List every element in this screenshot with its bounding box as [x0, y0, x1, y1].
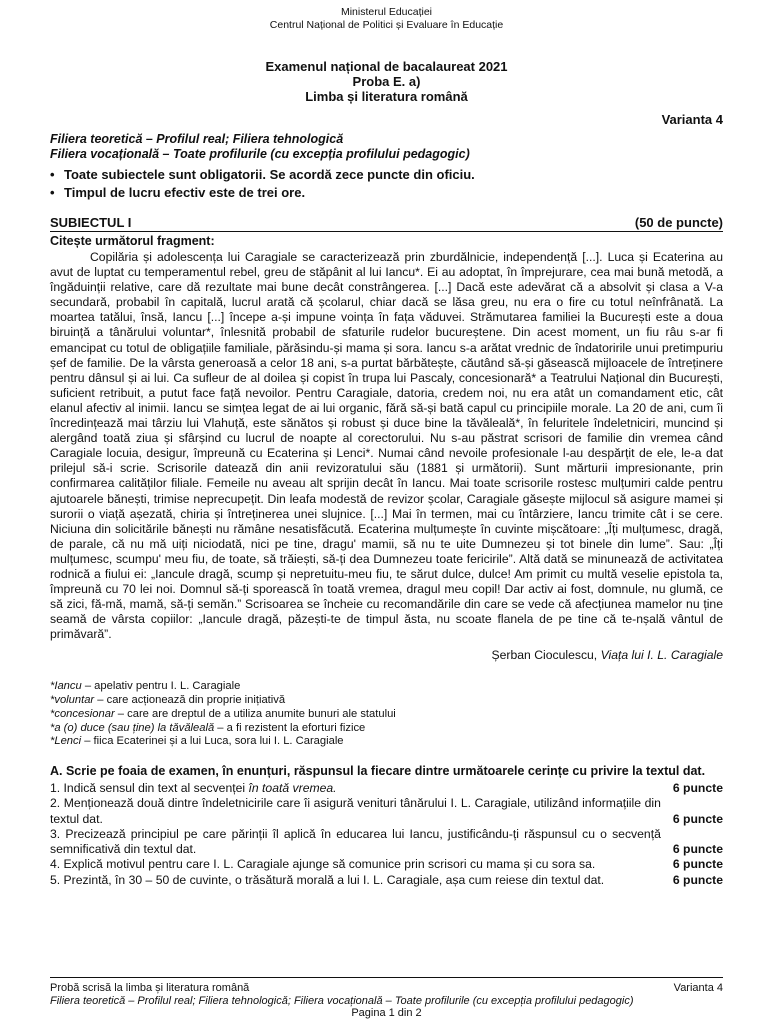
filiera-line-1: Filiera teoretică – Profilul real; Filiera tehnologică	[50, 132, 344, 146]
glossary-item	[50, 722, 723, 736]
fragment-source	[50, 648, 723, 663]
page-footer	[50, 977, 723, 1020]
task-item	[50, 796, 723, 827]
footer-filiera: Filiera teoretică – Profilul real; Filiera tehnologică; Filiera vocațională – Toate profilurile (cu excepția profilului pedagogic)	[50, 994, 634, 1007]
exam-subject: Limba și literatura română	[305, 89, 468, 104]
exam-title: Examenul național de bacalaureat 2021	[265, 59, 508, 74]
task-item	[50, 857, 723, 872]
footer-variant: Varianta 4	[673, 982, 723, 994]
rule-item: • Toate subiectele sunt obligatorii. Se acordă zece puncte din oficiu.	[50, 166, 723, 184]
glossary-definition: – care acționează din proprie inițiativă	[94, 694, 286, 707]
subject-heading	[50, 215, 723, 232]
glossary-item	[50, 735, 723, 749]
center-name: Centrul Național de Politici și Evaluare în Educație	[269, 19, 504, 31]
task-points: 6 puncte	[672, 842, 723, 857]
variant-label: Varianta 4	[661, 112, 723, 127]
subject-points: (50 de puncte)	[634, 215, 723, 230]
page-number: Pagina 1 din 2	[351, 1007, 422, 1019]
task-item	[50, 827, 723, 858]
task-text: 1. Indică sensul din text al secvenței	[50, 780, 249, 795]
ministry-name: Ministerul Educației	[340, 6, 433, 18]
rule-item: • Timpul de lucru efectiv este de trei ore.	[50, 184, 723, 202]
glossary-term: *Lenci	[50, 735, 82, 748]
read-instruction: Citește următorul fragment:	[50, 234, 215, 248]
glossary-item	[50, 694, 723, 708]
task-text: 5. Prezintă, în 30 – 50 de cuvinte, o trăsătură morală a lui I. L. Caragiale, așa cum reiese din textul dat.	[50, 872, 605, 887]
task-text: 4. Explică motivul pentru care I. L. Caragiale ajunge să comunice prin scrisori cu mama și cu sora sa.	[50, 857, 596, 872]
glossary-definition: – apelativ pentru I. L. Caragiale	[81, 680, 241, 693]
task-points: 6 puncte	[672, 872, 723, 887]
filiera-line-2: Filiera vocațională – Toate profilurile (cu excepția profilului pedagogic)	[50, 147, 470, 161]
task-points: 6 puncte	[672, 780, 723, 795]
glossary-definition: – a fi rezistent la eforturi fizice	[214, 721, 366, 734]
source-work: Viața lui I. L. Caragiale	[600, 648, 723, 663]
filiera-block	[50, 132, 723, 162]
exam-title-block	[50, 59, 723, 104]
glossary-term: *concesionar	[50, 707, 115, 720]
glossary	[50, 680, 723, 749]
glossary-term: *Iancu	[50, 680, 82, 693]
task-quote: în toată vremea.	[248, 780, 337, 795]
exam-page	[50, 0, 723, 888]
text-fragment: Copilăria și adolescența lui Caragiale se caracterizează prin zburdălnicie, independență [...]. Luca și Ecaterina au avut de luptat cu temperamentul rebel, greu de stăpânit al lui Iancu*. Ei au adoptat, în împrejurare, cea mai bună metodă, a îngăduinții relative, care dă rezultate mai bune decât constrângerea. [...] Dacă este adevărat că a absolvit și clasa a V-a secundară, probabil în capitală, lucrul arată că școlarul, chiar dacă se lăsa greu, nu era o fire cu totul neînfrânată. La moartea tatălui, însă, Iancu [...] începe a-și impune voința în fața văduvei. Strămutarea familiei la București este a doua biruință a tânărului voluntar*, înlesnită probabil de sfaturile rudelor bucureștene. Din acest moment, un fiu râu s-ar fi emancipat cu totul de obligațiile familiale, părăsindu-și mama și sora. Iancu s-a arătat vrednic de îndatoririle unui pretimpuriu șef de familie. De la vârsta generoasă a celor 18 ani, s-a purtat bărbătește, căutând să-și găsească mijloacele de întreținere pentru dânsul și ai lui. Ca sufleur de al doilea și copist în trupa lui Pascaly, concesionară* a Teatrului Național din București, suficient retribuit, a putut face față nevoilor. Pentru Caragiale, datoria, credem noi, nu era atât un comandament etic, cât elanul afectiv al inimii. Iancu se simțea legat de ai lui organic, fără să-și bată capul cu principiile morale. La 20 de ani, cum îi încredințează mai târziu lui Vlahuță, este sănătos și robust și duce bine la tăvăleală*, în feluritele îndeletniciri, muncind și alergând toată ziua și sfârșind cu lucrul de noapte al corectorului. Nu s-au păstrat scrisori de familie din vremea când Caragiale locuia, desigur, împreună cu Ecaterina și Lenci*. Numai când nevoile profesionale l-au despărțit de ele, le-a dat prilejul să-i scrie. Scrisorile datează din anii revizoratului său (1881 și următorii). Sunt mărturii impresionante, prin confirmarea calităților filiale. Femeile nu aveau alt sprijin decât în Iancu. Mai toate scrisorile rostesc mulțumiri calde pentru ajutoarele bănești, trimise neprecupețit. Din leafa modestă de revizor școlar, Caragiale găsește mijlocul să asigure mamei și surorii o viață așezată, chiria și întreținerea unei slujnice. [...] Mai în termen, mai cu întârziere, Iancu trimite cât i se cere. Niciuna din solicitările bănești nu rămâne nesatisfăcută. Ecaterina mulțumește în cuvinte mișcătoare: „Îți mulțumesc, dragă, de parale, că nu mă uiți niciodată, nici pe tine, dragu' mamii, să nu te uite Dumnezeu și tot binele din lume”. Sau: „Îți mulțumesc, scumpu' meu fiu, de toate, să trăiești, să-ți dea Dumnezeu toate fericirile”. Altă dată se minunează de activitatea rodnică a fiului ei: „Iancule dragă, scump și nepretuitu-meu fiu, te sărut dulce, dulce! Am primit cu multă veselie epistola ta, împreună cu 70 lei noi. Domnul să-ți sporească în toată vremea, dragul meu copil! Dar activ ai fost, domnule, nu glumă, ce să zici, fă-mă, mamă, să-ți semăn.” Scrisoarea se încheie cu recomandările din care se vede că afecțiunea mamelor nu ține seamă de vârsta copiilor: „Iancule dragă, păzești-te de timpul ăsta, nu scoate flanela de pe tine că te-nșală vântul de primăvară”.	[50, 250, 723, 642]
task-item	[50, 781, 723, 796]
task-list	[50, 781, 723, 888]
source-author: Șerban Cioculescu,	[491, 648, 601, 663]
subject-label: SUBIECTUL I	[50, 215, 132, 230]
exam-rules	[50, 166, 723, 202]
glossary-item	[50, 708, 723, 722]
footer-exam-label: Probă scrisă la limba și literatura română	[50, 982, 250, 994]
task-item	[50, 873, 723, 888]
exam-proba: Proba E. a)	[352, 74, 421, 89]
glossary-term: *voluntar	[50, 694, 95, 707]
task-points: 6 puncte	[672, 857, 723, 872]
glossary-definition: – fiica Ecaterinei și a lui Luca, sora lui I. L. Caragiale	[81, 735, 344, 748]
task-text: 3. Precizează principiul pe care părinții îl aplică în educarea lui Iancu, justificându-ți răspunsul cu o secvență semnificativă din textul dat.	[50, 826, 661, 857]
glossary-definition: – care are dreptul de a utiliza anumite bunuri ale statului	[114, 707, 396, 720]
glossary-item	[50, 680, 723, 694]
footer-row	[50, 982, 723, 995]
section-a-instruction: A. Scrie pe foaia de examen, în enunțuri, răspunsul la fiecare dintre următoarele cerințe cu privire la textul dat.	[50, 763, 706, 778]
task-points: 6 puncte	[672, 811, 723, 826]
task-text: 2. Menționează două dintre îndeletnicirile care îi asigură venituri tânărului I. L. Caragiale, utilizând informațiile din textul dat.	[50, 796, 661, 826]
glossary-term: *a (o) duce (sau ține) la tăvăleală	[50, 721, 215, 734]
ministry-header	[50, 0, 723, 32]
